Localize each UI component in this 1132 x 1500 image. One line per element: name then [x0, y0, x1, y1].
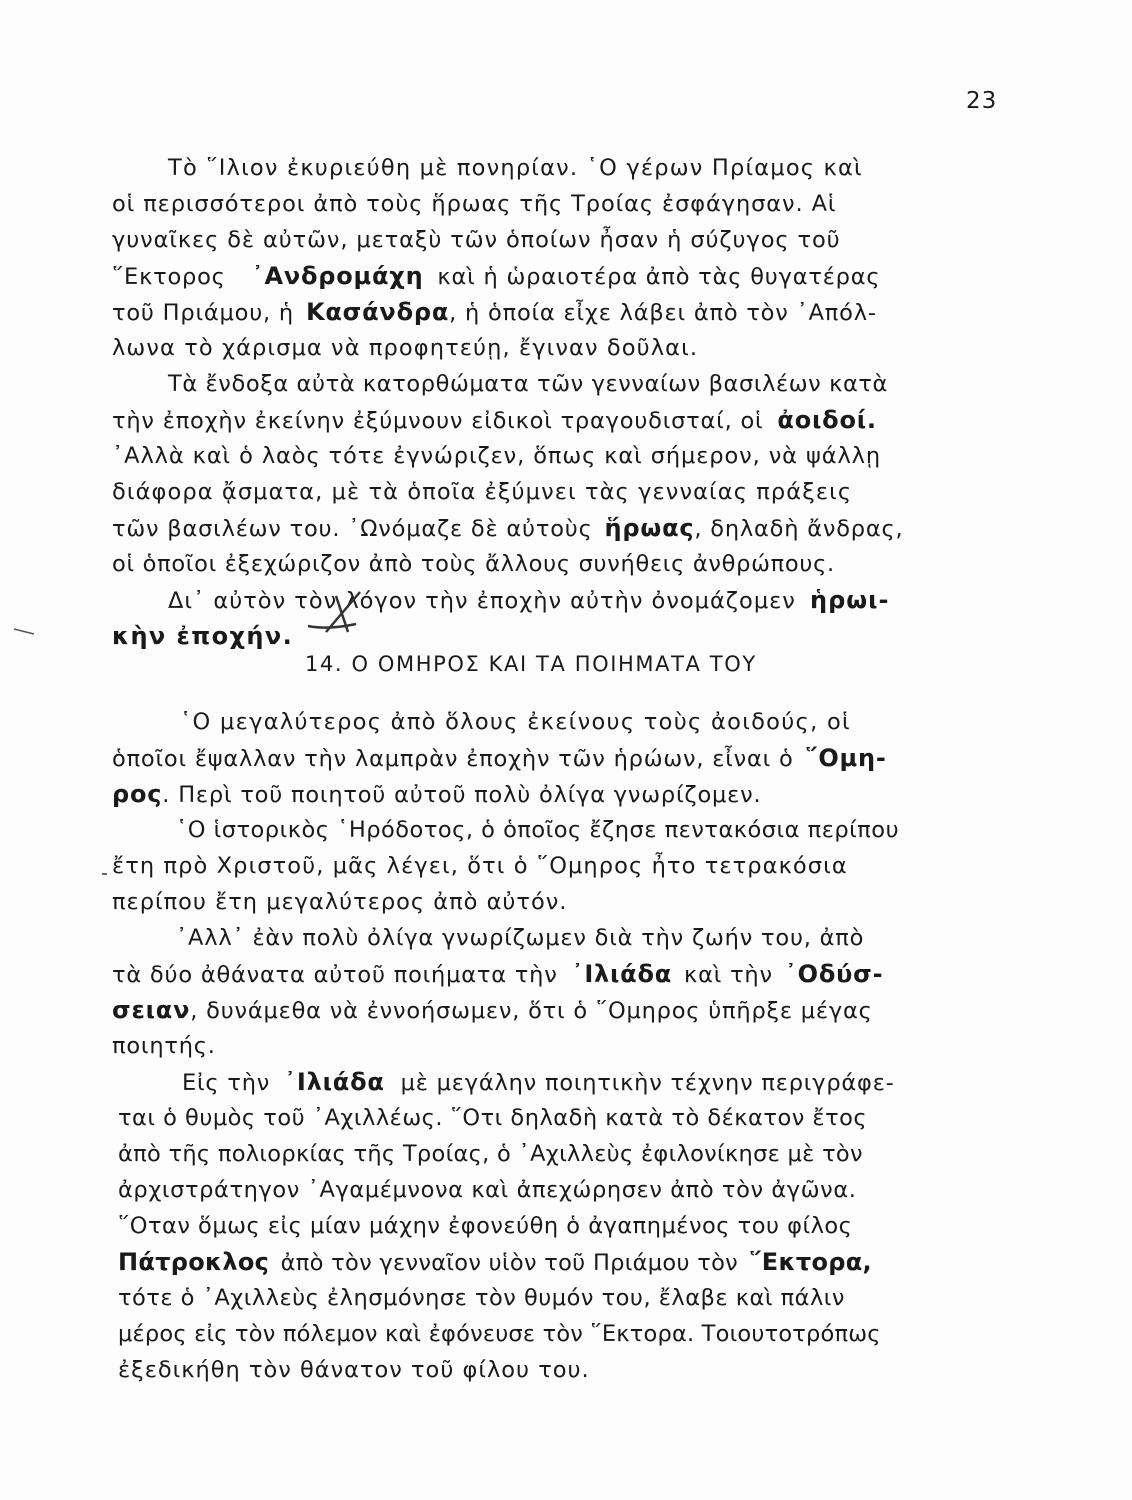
bold-term-ektora: ῞Εκτορα,: [749, 1248, 872, 1276]
paragraph-2-line-4: διάφορα ᾄσματα, μὲ τὰ ὁποῖα ἐξύμνει τὰς γενναίας πράξεις: [112, 479, 853, 505]
paragraph-7-line-8: μέρος εἰς τὸν πόλεμον καὶ ἐφόνευσε τὸν ῞Εκτορα. Τοιουτοτρόπως: [118, 1321, 881, 1347]
bold-term-odysseia-part-1: ᾿Οδύσ-: [784, 960, 884, 988]
paragraph-4-line-3: [112, 776, 761, 813]
paragraph-7-line-3: ἀπὸ τῆς πολιορκίας τῆς Τροίας, ὁ ᾿Αχιλλεὺς ἐφιλονίκησε μὲ τὸν: [118, 1141, 863, 1167]
paragraph-4-line-1: ῾Ο μεγαλύτερος ἀπὸ ὅλους ἐκείνους τοὺς ἀοιδούς, οἱ: [180, 709, 851, 735]
paragraph-6-line-2: [112, 956, 883, 993]
section-heading: 14. Ο ΟΜΗΡΟΣ ΚΑΙ ΤΑ ΠΟΙΗΜΑΤΑ ΤΟΥ: [305, 652, 757, 676]
paragraph-2-line-2: [112, 402, 877, 439]
text-segment: , δηλαδὴ ἄνδρας,: [694, 516, 904, 542]
text-segment: τοῦ Πριάμου, ἡ: [112, 300, 294, 326]
paragraph-7-line-2: ται ὁ θυμὸς τοῦ ᾿Αχιλλέως. ῞Οτι δηλαδὴ κατὰ τὸ δέκατον ἔτος: [118, 1105, 868, 1131]
paragraph-7-line-7: τότε ὁ ᾿Αχιλλεὺς ἐλησμόνησε τὸν θυμόν του, ἔλαβε καὶ πάλιν: [118, 1285, 845, 1311]
paragraph-6-line-1: ᾿Αλλ᾿ ἐὰν πολὺ ὀλίγα γνωρίζωμεν διὰ τὴν ζωήν του, ἀπὸ: [176, 925, 865, 951]
paragraph-1-line-4: [112, 258, 880, 295]
margin-dot-icon: [102, 872, 108, 876]
paragraph-6-line-3: [112, 992, 873, 1029]
paragraph-1-line-3: γυναῖκες δὲ αὐτῶν, μεταξὺ τῶν ὁποίων ἦσαν ἡ σύζυγος τοῦ: [112, 227, 841, 253]
paragraph-5-line-2: ἔτη πρὸ Χριστοῦ, μᾶς λέγει, ὅτι ὁ ῞Ομηρος ἦτο τετρακόσια: [112, 853, 848, 879]
bold-term-omeros-part-2: ρος: [112, 780, 163, 808]
paragraph-1-line-1: Τὸ ῞Ιλιον ἐκυριεύθη μὲ πονηρίαν. ῾Ο γέρων Πρίαμος καὶ: [168, 155, 863, 181]
text-segment: μὲ μεγάλην ποιητικὴν τέχνην περιγράφε-: [400, 1070, 895, 1096]
paragraph-4-line-2: [112, 740, 887, 777]
text-segment: τῶν βασιλέων του. ᾿Ωνόμαζε δὲ αὐτοὺς: [112, 516, 593, 542]
text-segment: Δι᾿ αὐτὸν τὸν λόγον τὴν ἐποχὴν αὐτὴν ὀνομάζομεν: [168, 588, 796, 614]
text-segment: καὶ τὴν: [684, 962, 773, 988]
bold-term-iliada: ᾿Ιλιάδα: [284, 1068, 385, 1096]
text-segment: καὶ ἡ ὡραιοτέρα ἀπὸ τὰς θυγατέρας: [437, 264, 881, 290]
text-segment: τὴν ἐποχὴν ἐκείνην ἐξύμνουν εἰδικοὶ τραγουδισταί, οἱ: [112, 408, 764, 434]
paragraph-6-line-4: ποιητής.: [112, 1033, 216, 1059]
bold-term-omeros-part-1: ῞Ομη-: [805, 744, 887, 772]
bold-term-kasandra: Κασάνδρα: [305, 298, 450, 326]
paragraph-1-line-5: [112, 294, 877, 331]
paragraph-2-line-1: Τὰ ἔνδοξα αὐτὰ κατορθώματα τῶν γενναίων βασιλέων κατὰ: [168, 371, 888, 397]
bold-term-andromache: ᾿Ανδρομάχη: [251, 262, 424, 290]
bold-term-heroiken: ἡρωι-: [810, 586, 890, 614]
paragraph-2-line-3: ᾿Αλλὰ καὶ ὁ λαὸς τότε ἐγνώριζεν, ὅπως καὶ σήμερον, νὰ ψάλλῃ: [112, 443, 882, 469]
bold-term-iliada: ᾿Ιλιάδα: [571, 960, 673, 988]
page-number: 23: [966, 88, 998, 114]
bold-term-aoidoi: ἀοιδοί.: [777, 406, 877, 434]
pencil-mark-icon: [300, 588, 366, 636]
paragraph-3-line-1: [168, 582, 889, 619]
paragraph-5-line-1: ῾Ο ἱστορικὸς ῾Ηρόδοτος, ὁ ὁποῖος ἔζησε πεντακόσια περίπου: [176, 817, 900, 843]
paragraph-1-line-6: λωνα τὸ χάρισμα νὰ προφητεύῃ, ἔγιναν δοῦλαι.: [112, 335, 699, 361]
text-segment: ἀπὸ τὸν γενναῖον υἱὸν τοῦ Πριάμου τὸν: [280, 1250, 739, 1276]
bold-term-odysseia-part-2: σειαν: [112, 996, 191, 1024]
text-segment: ὁποῖοι ἔψαλλαν τὴν λαμπρὰν ἐποχὴν τῶν ἡρώων, εἶναι ὁ: [112, 746, 794, 772]
bold-term-heroas: ἥρωας: [604, 514, 695, 542]
text-segment: Εἰς τὴν: [182, 1070, 271, 1096]
paragraph-5-line-3: περίπου ἔτη μεγαλύτερος ἀπὸ αὐτόν.: [112, 889, 568, 915]
text-segment: , ἡ ὁποία εἶχε λάβει ἀπὸ τὸν ᾿Απόλ-: [449, 300, 877, 326]
text-segment: , δυνάμεθα νὰ ἐννοήσωμεν, ὅτι ὁ ῞Ομηρος ὑπῆρξε μέγας: [190, 998, 873, 1024]
paragraph-1-line-2: οἱ περισσότεροι ἀπὸ τοὺς ἥρωας τῆς Τροίας ἐσφάγησαν. Αἱ: [112, 191, 837, 217]
paragraph-3-line-2: κὴν ἐποχήν.: [112, 622, 294, 650]
text-segment: τὰ δύο ἀθάνατα αὐτοῦ ποιήματα τὴν: [112, 962, 558, 988]
paragraph-7-line-5: ῞Οταν ὅμως εἰς μίαν μάχην ἐφονεύθη ὁ ἀγαπημένος του φίλος: [118, 1213, 853, 1239]
paragraph-7-line-6: [118, 1244, 872, 1281]
bold-term-patroklos: Πάτροκλος: [118, 1248, 270, 1276]
text-segment: . Περὶ τοῦ ποιητοῦ αὐτοῦ πολὺ ὀλίγα γνωρίζομεν.: [162, 782, 762, 808]
paragraph-2-line-6: οἱ ὁποῖοι ἐξεχώριζον ἀπὸ τοὺς ἄλλους συνήθεις ἀνθρώπους.: [112, 551, 835, 577]
paragraph-7-line-9: ἐξεδικήθη τὸν θάνατον τοῦ φίλου του.: [118, 1357, 590, 1383]
paragraph-7-line-1: [182, 1064, 895, 1101]
paragraph-2-line-5: [112, 510, 903, 547]
margin-dash-icon: [12, 626, 36, 636]
paragraph-7-line-4: ἀρχιστράτηγον ᾿Αγαμέμνονα καὶ ἀπεχώρησεν ἀπὸ τὸν ἀγῶνα.: [118, 1177, 857, 1203]
text-segment: ῞Εκτορος: [112, 264, 226, 290]
